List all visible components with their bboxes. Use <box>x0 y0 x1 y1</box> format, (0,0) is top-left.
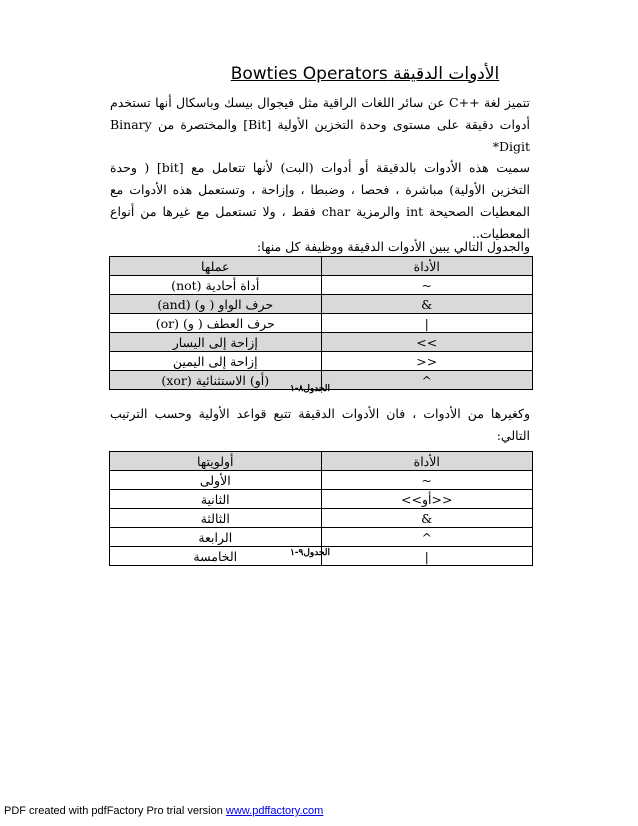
table-cell: | <box>321 314 533 333</box>
table-cell: & <box>321 509 533 528</box>
table-header-cell: أولويتها <box>110 452 322 471</box>
table-header-row <box>110 452 533 471</box>
table-cell: <<أو>> <box>321 490 533 509</box>
operators-table <box>109 256 533 390</box>
table-row <box>110 509 533 528</box>
table-row <box>110 333 533 352</box>
table-cell: ~ <box>321 276 533 295</box>
table-cell: << <box>321 352 533 371</box>
table-cell: الأولى <box>110 471 322 490</box>
table-cell: الرابعة <box>110 528 322 547</box>
table-cell: | <box>321 547 533 566</box>
table-cell: ^ <box>321 371 533 390</box>
table-caption: الجدول٨-١ <box>289 384 331 394</box>
table-cell: (أو) الاستثنائية (xor) <box>110 371 322 390</box>
table-row <box>110 295 533 314</box>
table-header-cell: الأداة <box>321 257 533 276</box>
table-cell: إزاحة إلى اليمين <box>110 352 322 371</box>
table-cell: & <box>321 295 533 314</box>
table-cell: ~ <box>321 471 533 490</box>
table-cell: حرف الواو ( و) (and) <box>110 295 322 314</box>
page-title: الأدوات الدقيقة Bowties Operators <box>230 64 500 84</box>
table-cell: الخامسة <box>110 547 322 566</box>
table-cell: ^ <box>321 528 533 547</box>
paragraph-naming: سميت هذه الأدوات بالدقيقة أو أدوات (البت) لأنها تتعامل مع [bit] ( وحدة التخزين الأولية) مباشرة ، فحصا ، وضبطا ، وإزاحة ، وتستعمل هذه الأدوات مع المعطيات الصحيحة int والرمزية char فقط ، ولا تستعمل مع غيرها من أنواع المعطيات.. <box>110 160 530 241</box>
table-row <box>110 276 533 295</box>
table-header-cell: الأداة <box>321 452 533 471</box>
table-header-row <box>110 257 533 276</box>
table-cell: الثالثة <box>110 509 322 528</box>
table-cell: الثانية <box>110 490 322 509</box>
table-cell: إزاحة إلى اليسار <box>110 333 322 352</box>
paragraph-intro: تتميز لغة ++C عن سائر اللغات الراقية مثل فيجوال بيسك وباسكال أنها تستخدم أدوات دقيقة على مستوى وحدة التخزين الأولية [Bit] والمختصرة من Binary Digit* <box>110 95 531 154</box>
table-cell: حرف العطف ( و) (or) <box>110 314 322 333</box>
table-cell: أداة أحادية (not) <box>110 276 322 295</box>
pdf-footer <box>4 805 323 817</box>
footer-text: PDF created with pdfFactory Pro trial version <box>4 805 226 817</box>
table-cell: >> <box>321 333 533 352</box>
paragraph-precedence: وكغيرها من الأدوات ، فان الأدوات الدقيقة تتبع قواعد الأولية وحسب الترتيب التالي: <box>110 406 530 443</box>
footer-link[interactable]: www.pdffactory.com <box>225 805 324 817</box>
table-header-cell: عملها <box>110 257 322 276</box>
paragraph-table-intro: والجدول التالي يبين الأدوات الدقيقة ووظيفة كل منها: <box>256 239 530 254</box>
table-row <box>110 490 533 509</box>
table-row <box>110 314 533 333</box>
table-caption: الجدول٩-١ <box>289 548 331 558</box>
table-row <box>110 528 533 547</box>
table-row <box>110 352 533 371</box>
table-row <box>110 471 533 490</box>
